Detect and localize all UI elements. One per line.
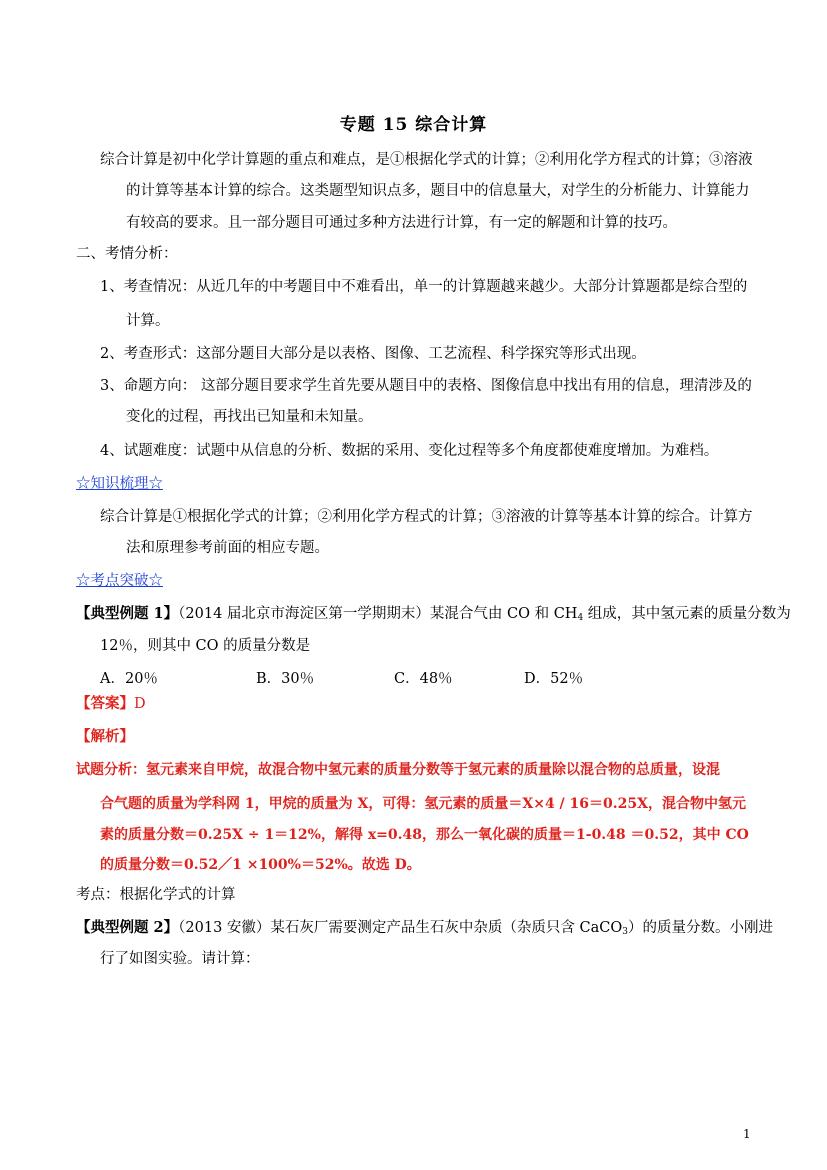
option-c: C．48％ (394, 671, 453, 687)
solution-line: 试题分析：氢元素来自甲烷，故混合物中氢元素的质量分数等于氢元素的质量除以混合物的总质量，设混 (76, 762, 720, 778)
option-a: A．20％ (100, 671, 158, 687)
kaodian-line: 考点：根据化学式的计算 (76, 887, 236, 903)
intro-line: 的计算等基本计算的综合。这类题型知识点多，题目中的信息量大，对学生的分析能力、计算能力 (126, 183, 750, 199)
example2-question (76, 918, 773, 942)
analysis-item: 1、考查情况：从近几年的中考题目中不难看出，单一的计算题越来越少。大部分计算题都是综合型的 (100, 279, 748, 295)
solution-line: 的质量分数＝0.52／1 ×100%＝52%。故选 D。 (100, 857, 421, 873)
analysis-item: 2、考查形式：这部分题目大部分是以表格、图像、工艺流程、科学探究等形式出现。 (100, 346, 646, 362)
option-b: B．30％ (256, 671, 315, 687)
analysis-item: 3、命题方向： 这部分题目要求学生首先要从题目中的表格、图像信息中找出有用的信息，理清涉及的 (100, 378, 752, 394)
analysis-label: 【解析】 (76, 728, 134, 745)
subscript: 3 (622, 927, 628, 937)
example1-question-cont: 12％，则其中 CO 的质量分数是 (100, 638, 311, 654)
example1-label: 【典型例题 1】 (76, 605, 179, 622)
section-heading: 二、考情分析： (76, 246, 178, 262)
option-d: D．52％ (524, 671, 584, 687)
intro-line: 有较高的要求。且一部分题目可通过多种方法进行计算，有一定的解题和计算的技巧。 (126, 215, 677, 231)
intro-line: 综合计算是初中化学计算题的重点和难点，是①根据化学式的计算；②利用化学方程式的计算；③溶液 (100, 152, 753, 168)
example2-question-cont: 行了如图实验。请计算： (100, 951, 260, 967)
analysis-item: 计算。 (126, 313, 170, 329)
example1-question (76, 604, 791, 628)
subscript: 4 (577, 613, 584, 623)
page-title: 专题 15 综合计算 (339, 115, 488, 135)
example1-text: 组成，其中氢元素的质量分数为 (583, 606, 791, 622)
example2-text: （2013 安徽）某石灰厂需要测定产品生石灰中杂质（杂质只含 CaCO (178, 920, 623, 936)
page-number: 1 (743, 1127, 751, 1141)
analysis-item: 变化的过程，再找出已知量和未知量。 (126, 409, 373, 425)
analysis-item: 4、试题难度：试题中从信息的分析、数据的采用、变化过程等多个角度都使难度增加。为难档。 (100, 443, 719, 459)
knowledge-link[interactable]: ☆知识梳理☆ (76, 476, 163, 492)
example2-text: ）的质量分数。小刚进 (627, 920, 773, 936)
example1-text: （2014 届北京市海淀区第一学期期末）某混合气由 CO 和 CH (178, 606, 578, 622)
answer-value: D (134, 696, 146, 712)
knowledge-text: 法和原理参考前面的相应专题。 (126, 540, 329, 556)
answer-line (76, 694, 146, 714)
breakthrough-link[interactable]: ☆考点突破☆ (76, 573, 163, 589)
knowledge-text: 综合计算是①根据化学式的计算；②利用化学方程式的计算；③溶液的计算等基本计算的综合。计算方 (100, 509, 753, 525)
answer-label: 【答案】 (76, 695, 134, 712)
solution-line: 素的质量分数＝0.25X ÷ 1＝12%，解得 x=0.48，那么一氧化碳的质量＝1-0.48 ＝0.52，其中 CO (100, 827, 749, 843)
example2-label: 【典型例题 2】 (76, 919, 179, 936)
solution-line: 合气题的质量为学科网 1，甲烷的质量为 X，可得：氢元素的质量＝X×4 / 16＝0.25X，混合物中氢元 (100, 796, 746, 812)
